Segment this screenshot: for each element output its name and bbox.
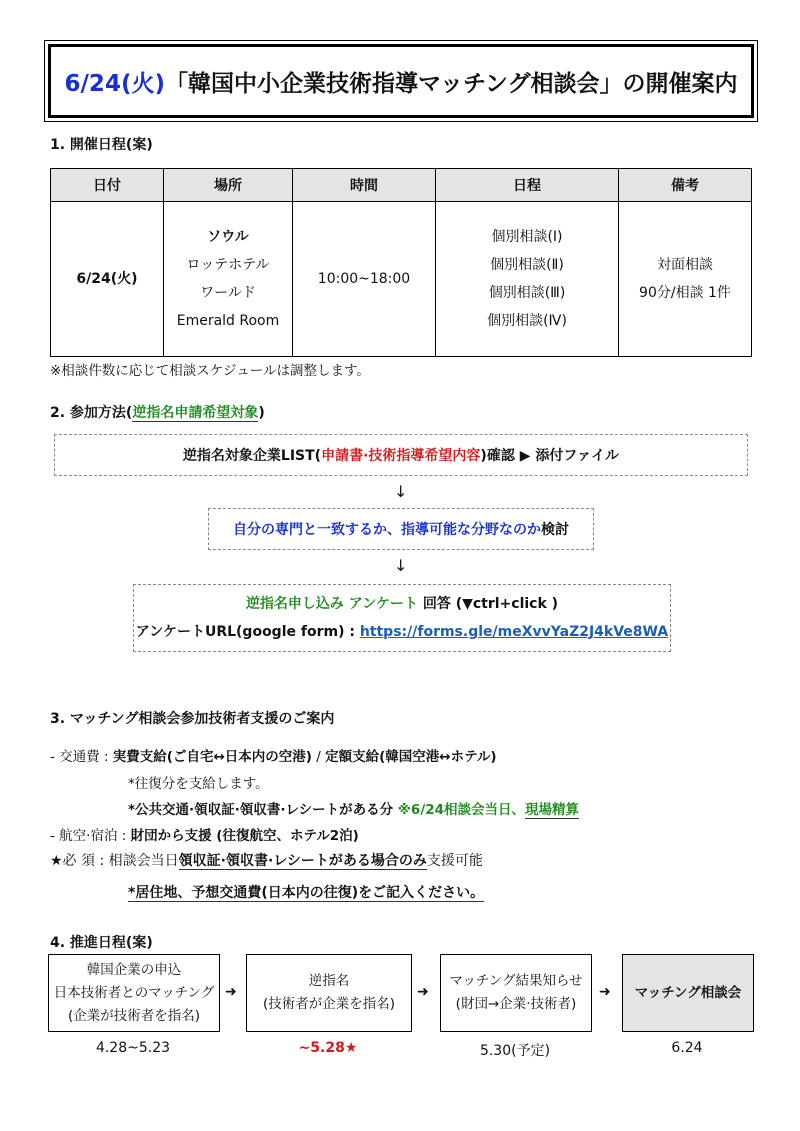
box1-red-text: 申請書·技術指導希望内容	[321, 448, 481, 464]
right-arrow-icon: ➜	[599, 984, 611, 1000]
step-line: マッチング結果知らせ	[449, 973, 583, 989]
right-arrow-icon: ➜	[417, 984, 429, 1000]
schedule-line: 個別相談(Ⅱ)	[490, 257, 564, 273]
table-header: 備考	[619, 169, 752, 202]
flight-support: 財団から支援 (往復航空、ホテル2泊)	[130, 828, 359, 844]
table-header: 日程	[436, 169, 619, 202]
place-line: ワールド	[200, 285, 256, 301]
required-condition: 領収証·領収書·レシートがある場合のみ	[178, 853, 427, 869]
step-line: (財団→企業·技術者)	[455, 996, 577, 1012]
step-line: 逆指名	[308, 973, 350, 989]
process-step-4	[622, 954, 754, 1032]
place-line: ロッテホテル	[186, 257, 270, 273]
title-text: 「韓国中小企業技術指導マッチング相談会」の開催案内	[164, 70, 738, 97]
process-step-2	[246, 954, 412, 1032]
process-step-3	[440, 954, 592, 1032]
transport-line	[50, 745, 497, 765]
table-header: 日付	[51, 169, 164, 202]
step-date: 6.24	[671, 1040, 703, 1056]
box2-blue-text: 自分の専門と一致するか、指導可能な分野なのか	[233, 522, 541, 538]
survey-box	[133, 584, 671, 652]
place-line: Emerald Room	[176, 313, 280, 329]
receipt-text: *公共交通·領収証·領収書·レシートがある分	[128, 802, 394, 818]
down-arrow-icon: ↓	[394, 482, 408, 501]
onsite-note: ※6/24相談会当日、	[393, 802, 526, 818]
step-line: 日本技術者とのマッチング	[53, 984, 215, 1001]
step-line: 韓国企業の申込	[86, 961, 182, 978]
schedule-note: ※相談件数に応じて相談スケジュールは調整します。	[50, 363, 370, 379]
remarks-line: 対面相談	[657, 257, 713, 273]
survey-line	[246, 590, 558, 618]
fill-in-text: *居住地、予想交通費(日本内の往復)をご記入ください。	[128, 885, 485, 901]
table-header-row	[51, 169, 752, 202]
section2-heading	[50, 402, 265, 422]
required-tail: 支援可能	[426, 853, 483, 869]
list-check-box	[54, 434, 748, 476]
table-header: 場所	[164, 169, 293, 202]
roundtrip-note: *往復分を支給します。	[128, 776, 269, 792]
receipt-line	[128, 798, 579, 818]
transport-sep: /	[311, 749, 326, 765]
transport-actual: 実費支給(ご自宅↔日本内の空港)	[112, 749, 312, 765]
place-line: ソウル	[207, 229, 249, 245]
page-title	[48, 44, 754, 118]
table-header: 時間	[293, 169, 436, 202]
right-arrow-icon: ➜	[225, 984, 237, 1000]
heading-prefix: 2. 参加方法(	[50, 405, 133, 421]
transport-fixed: 定額支給(韓国空港↔ホテル)	[325, 749, 497, 765]
cell-place	[164, 202, 293, 357]
step-line: (技術者が企業を指名)	[262, 996, 396, 1012]
table-row	[51, 202, 752, 357]
step-line: (企業が技術者を指名)	[67, 1007, 201, 1024]
step-line: マッチング相談会	[634, 984, 742, 1001]
box1-text: 逆指名対象企業LIST(	[182, 448, 322, 464]
box1-tail: )確認 ▶ 添付ファイル	[480, 448, 620, 464]
schedule-line: 個別相談(Ⅲ)	[488, 285, 566, 301]
cell-remarks	[619, 202, 752, 357]
schedule-table	[50, 168, 752, 357]
process-step-1	[48, 954, 220, 1032]
box2-tail: 検討	[541, 522, 569, 538]
cell-time: 10:00~18:00	[293, 202, 436, 357]
section1-heading: 1. 開催日程(案)	[50, 137, 153, 153]
step-date: 5.30(予定)	[479, 1043, 551, 1059]
required-label: ★必 須 : 相談会当日	[50, 853, 179, 869]
survey-url-link[interactable]: https://forms.gle/meXvvYaZ2J4kVe8WA	[359, 624, 669, 640]
heading-suffix: )	[258, 405, 265, 421]
step-date: 4.28~5.23	[95, 1040, 171, 1056]
down-arrow-icon: ↓	[394, 556, 408, 575]
remarks-line: 90分/相談 1件	[639, 285, 731, 301]
url-label: アンケートURL(google form) :	[135, 624, 360, 640]
step-date-deadline: ~5.28★	[298, 1040, 358, 1056]
schedule-line: 個別相談(Ⅰ)	[491, 229, 563, 245]
review-box	[208, 508, 594, 550]
cell-schedule	[436, 202, 619, 357]
fill-in-note	[128, 882, 484, 902]
flight-hotel-line	[50, 824, 359, 844]
cell-date: 6/24(火)	[51, 202, 164, 357]
schedule-line: 個別相談(Ⅳ)	[487, 313, 567, 329]
survey-answer-text: 回答 (▼ctrl+click )	[417, 596, 559, 612]
survey-link-text[interactable]: 逆指名申し込み アンケート	[245, 596, 418, 612]
survey-url-line	[136, 618, 668, 646]
required-line	[50, 850, 483, 870]
onsite-settlement: 現場精算	[525, 802, 580, 818]
title-date: 6/24(火)	[64, 70, 165, 97]
transport-label: - 交通費 :	[50, 749, 113, 765]
section4-heading: 4. 推進日程(案)	[50, 935, 153, 951]
flight-label: - 航空·宿泊 :	[50, 828, 131, 844]
section3-heading: 3. マッチング相談会参加技術者支援のご案内	[50, 711, 335, 727]
heading-highlight: 逆指名申請希望対象	[132, 405, 259, 421]
